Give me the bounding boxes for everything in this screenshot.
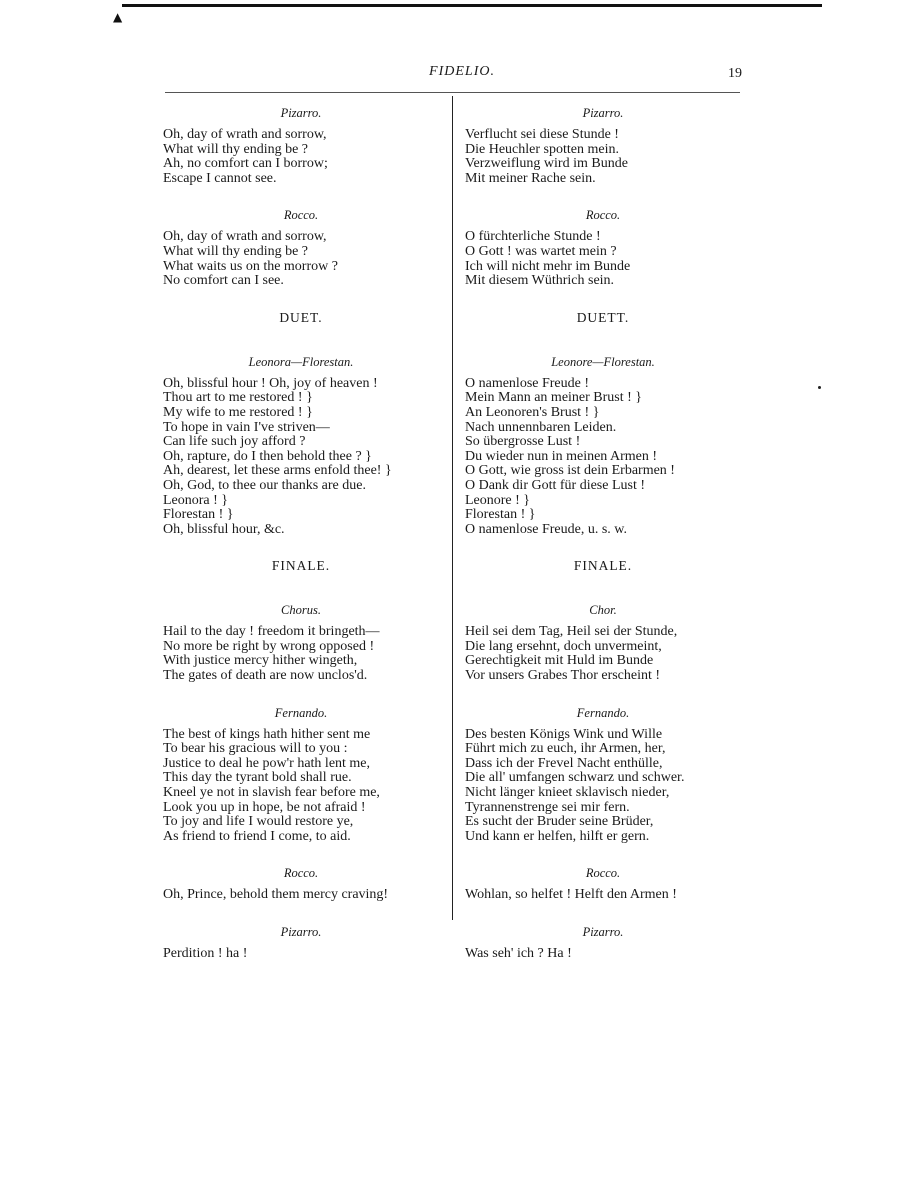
verse-line: Es sucht der Bruder seine Brüder, [465,814,654,830]
section-gap [465,581,741,601]
speech-block [465,704,741,845]
section-heading-block [465,309,741,327]
speaker-name: Pizarro. [582,925,624,939]
verse-line: To joy and life I would restore ye, [163,814,354,830]
verse-line: Ich will nicht mehr im Bunde [465,258,631,274]
verse-lines [163,947,439,962]
speaker-name: Rocco. [585,866,621,881]
verse-line: Oh, blissful hour ! Oh, joy of heaven ! [163,375,378,391]
verse-line: To bear his gracious will to you : [163,741,348,757]
verse-line: Wohlan, so helfet ! Helft den Armen ! [465,887,677,903]
verse-line: Florestan ! } [163,507,234,523]
verse-line: Oh, blissful hour, &c. [163,521,285,537]
section-heading: DUETT. [576,309,630,325]
section-heading-block [465,557,741,575]
section-gap [163,844,439,864]
section-gap [163,903,439,923]
speech-block [163,923,439,962]
speech-block [465,104,741,186]
verse-lines [163,230,439,288]
speaker-name: Rocco. [283,208,319,223]
verse-line: Ah, no comfort can I borrow; [163,156,328,172]
verse-lines [465,728,741,845]
verse-line: Ah, dearest, let these arms enfold thee! } [163,463,392,479]
speech-block [465,601,741,683]
verse-lines [465,947,741,962]
verse-line: Hail to the day ! freedom it bringeth— [163,624,380,640]
section-gap [163,289,439,309]
verse-line: Die Heuchler spotten mein. [465,141,619,157]
speech-block [163,206,439,288]
speech-block [465,206,741,288]
verse-line: The gates of death are now unclos'd. [163,668,368,684]
verse-line: Verflucht sei diese Stunde ! [465,127,619,142]
verse-lines [163,625,439,683]
english-column [163,104,439,962]
section-gap [465,537,741,557]
verse-line: No more be right by wrong opposed ! [163,638,375,654]
verse-line: Justice to deal he pow'r hath lent me, [163,755,371,771]
verse-line: Die all' umfangen schwarz und schwer. [465,770,685,786]
verse-line: Leonore ! } [465,492,531,508]
verse-lines [465,377,741,538]
verse-lines [465,128,741,186]
verse-line: Mit diesem Wüthrich sein. [465,273,615,289]
speech-block [163,864,439,903]
speaker-name: Leonora—Florestan. [248,354,354,369]
speech-block [465,353,741,538]
verse-lines [465,230,741,288]
page-number: 19 [728,66,742,81]
section-gap [465,844,741,864]
verse-line: Du wieder nun in meinen Armen ! [465,448,658,464]
verse-line: Mein Mann an meiner Brust ! } [465,390,643,406]
section-gap [163,581,439,601]
verse-line: Nicht länger knieet sklavisch nieder, [465,785,670,801]
speaker-name: Chor. [589,603,617,618]
verse-line: Und kann er helfen, hilft er gern. [465,828,650,844]
speaker-name: Rocco. [283,866,319,881]
verse-line: Nach unnennbaren Leiden. [465,419,617,435]
verse-line: Perdition ! ha ! [163,946,248,961]
section-gap [465,333,741,353]
section-heading-block [163,557,439,575]
section-gap [163,684,439,704]
section-gap [465,684,741,704]
verse-line: Kneel ye not in slavish fear before me, [163,785,380,801]
verse-line: Oh, Prince, behold them mercy craving! [163,887,389,903]
verse-line: O Dank dir Gott für diese Lust ! [465,477,646,493]
section-gap [465,186,741,206]
verse-line: My wife to me restored ! } [163,404,313,420]
header-rule [165,92,740,93]
verse-line: Oh, God, to thee our thanks are due. [163,477,366,493]
verse-line: Dass ich der Frevel Nacht enthülle, [465,755,663,771]
verse-line: O Gott ! was wartet mein ? [465,243,617,259]
section-gap [163,537,439,557]
verse-line: What will thy ending be ? [163,141,309,157]
verse-line: As friend to friend I come, to aid. [163,828,351,844]
verse-line: Florestan ! } [465,507,536,523]
verse-line: Führt mich zu euch, ihr Armen, her, [465,741,666,757]
verse-line: Die lang ersehnt, doch unvermeint, [465,638,662,654]
corner-mark-icon: ▲ [113,10,123,24]
verse-line: Heil sei dem Tag, Heil sei der Stunde, [465,624,678,640]
verse-line: What waits us on the morrow ? [163,258,338,274]
section-gap [163,333,439,353]
speaker-name: Pizarro. [280,925,322,939]
verse-line: Oh, day of wrath and sorrow, [163,229,327,245]
verse-lines [465,625,741,683]
german-column [465,104,741,962]
verse-line: Was seh' ich ? Ha ! [465,946,572,961]
speaker-name: Chorus. [281,603,321,618]
verse-line: So übergrosse Lust ! [465,434,581,450]
section-heading-block [163,309,439,327]
verse-line: With justice mercy hither wingeth, [163,653,358,669]
section-gap [465,289,741,309]
verse-line: Des besten Königs Wink und Wille [465,726,663,742]
section-heading: FINALE. [573,558,633,574]
verse-line: What will thy ending be ? [163,243,309,259]
speech-block [465,923,741,962]
verse-line: To hope in vain I've striven— [163,419,330,435]
verse-lines [163,728,439,845]
verse-line: Verzweiflung wird im Bunde [465,156,628,172]
verse-line: O namenlose Freude ! [465,375,590,391]
section-gap [163,186,439,206]
top-rule [122,4,822,7]
verse-line: An Leonoren's Brust ! } [465,404,600,420]
verse-line: Mit meiner Rache sein. [465,170,596,186]
verse-line: Gerechtigkeit mit Huld im Bunde [465,653,654,669]
verse-line: O namenlose Freude, u. s. w. [465,521,628,537]
speaker-name: Fernando. [576,705,630,720]
column-divider [452,96,453,920]
verse-line: Oh, day of wrath and sorrow, [163,127,327,142]
verse-line: The best of kings hath hither sent me [163,726,371,742]
verse-line: Oh, rapture, do I then behold thee ? } [163,448,372,464]
speech-block [163,104,439,186]
verse-lines [163,377,439,538]
verse-line: No comfort can I see. [163,273,284,289]
verse-line: Can life such joy afford ? [163,434,306,450]
verse-line: Tyrannenstrenge sei mir fern. [465,799,630,815]
section-heading: FINALE. [271,558,331,574]
verse-line: Vor unsers Grabes Thor erscheint ! [465,668,661,684]
verse-lines [163,888,439,903]
verse-lines [465,888,741,903]
speaker-name: Fernando. [274,705,328,720]
verse-line: Escape I cannot see. [163,170,277,186]
speech-block [163,353,439,538]
verse-line: This day the tyrant bold shall rue. [163,770,352,786]
section-gap [465,903,741,923]
section-heading: DUET. [279,309,323,325]
running-title: FIDELIO. [429,64,495,79]
verse-line: Leonora ! } [163,492,229,508]
verse-line: Look you up in hope, be not afraid ! [163,799,366,815]
verse-lines [163,128,439,186]
speech-block [465,864,741,903]
speaker-name: Pizarro. [280,106,322,120]
speech-block [163,601,439,683]
verse-line: O fürchterliche Stunde ! [465,229,601,245]
speech-block [163,704,439,845]
speaker-name: Pizarro. [582,106,624,120]
speaker-name: Leonore—Florestan. [551,354,655,369]
stray-dot [818,386,821,389]
verse-line: Thou art to me restored ! } [163,390,313,406]
speaker-name: Rocco. [585,208,621,223]
verse-line: O Gott, wie gross ist dein Erbarmen ! [465,463,675,479]
